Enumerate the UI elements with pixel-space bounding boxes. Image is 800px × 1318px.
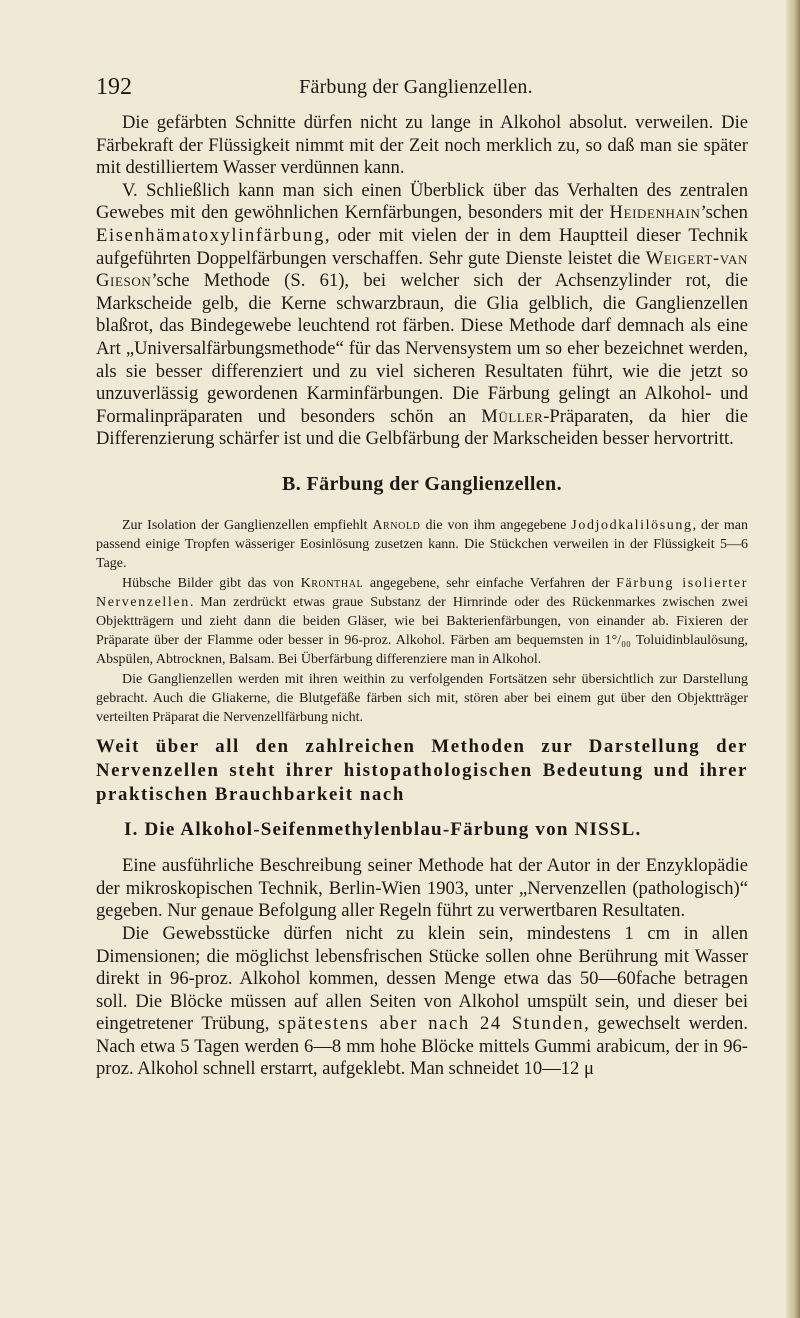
paragraph-dilution: Die gefärbten Schnitte dürfen nicht zu lange in Alkohol absolut. verweilen. Die Färbekraft der Flüssigkeit nimmt mit der Zeit noch merklich zu, so daß man sie später mit destilliertem Wasser verdünnen kann. [96, 112, 748, 179]
paragraph-general-staining [96, 180, 748, 451]
author-nissl: NISSL. [574, 819, 642, 841]
author-kronthal: Kronthal [300, 575, 364, 591]
emphasis-isolated-cells: Färbung isolierter Nervenzellen [96, 575, 748, 610]
fine-paragraph-isolation [96, 516, 748, 574]
section-heading: B. Färbung der Ganglienzellen. [282, 472, 562, 495]
emphasis-24-hours: spätestens aber nach 24 Stunden [277, 1013, 585, 1035]
author-arnold: Arnold [372, 517, 421, 533]
page-body [96, 112, 748, 1081]
running-title: Färbung der Ganglienzellen. [299, 76, 533, 98]
subsection-heading [124, 819, 748, 841]
fine-paragraph-kronthal [96, 574, 748, 670]
text-run: -Präparaten, da hier die Differenzierung schärfer ist und die Gelbfärbung der Markscheiden besser hervortritt. [96, 405, 748, 450]
paragraph-tissue-blocks [96, 923, 748, 1081]
author-mueller: Müller [481, 405, 544, 427]
text-run: ’sche Methode (S. 61), bei welcher sich der Achsenzylinder rot, die Markscheide gelb, die Kerne schwarzbraun, die Glia gelblich, die Ganglienzellen blaßrot, das Bindegewebe leuchtend rot färben. Diese Methode darf demnach als eine Art „Universalfärbungsmethode“ für das Nervensystem um so eher bezeichnet werden, als sie besser differenziert und zu viel sicheren Resultaten führt, wie die jetzt so unzuverlässig gewordenen Karminfärbungen. Die Färbung gelingt an Alkohol- und Formalinpräparaten und besonders schön an [96, 270, 748, 427]
text-run: Zur Isolation der Ganglienzellen empfiehlt [122, 517, 373, 533]
author-heidenhain: Heidenhain [609, 202, 701, 224]
emphasis-eisenhaematoxylin: Eisenhämatoxylinfärbung [96, 224, 325, 246]
text-run: , der man passend einige Tropfen wässeriger Eosinlösung zusetzen kann. Die Stückchen verweilen in der Flüssigkeit 5—6 Tage. [96, 517, 748, 572]
text-run: angegebene, sehr einfache Verfahren der [363, 575, 617, 591]
subsection-title-text: I. Die Alkohol-Seifenmethylenblau-Färbung von [124, 819, 575, 841]
text-run: , oder mit vielen der in dem Hauptteil dieser Technik aufgeführten Doppelfärbungen verschaffen. Sehr gute Dienste leistet die [96, 224, 748, 269]
paragraph-description: Eine ausführliche Beschreibung seiner Methode hat der Autor in der Enzyklopädie der mikroskopischen Technik, Berlin-Wien 1903, unter „Nervenzellen (pathologisch)“ gegeben. Nur genaue Befolgung aller Regeln führt zu verwertbaren Resultaten. [96, 855, 748, 922]
fine-paragraph-result: Die Ganglienzellen werden mit ihren weithin zu verfolgenden Fortsätzen sehr übersichtlich zur Darstellung gebracht. Auch die Gliakerne, die Blutgefäße färben sich mit, stören aber bei einem gut über den Objektträger verteilten Präparat die Nervenzellfärbung nicht. [96, 671, 748, 725]
page-number: 192 [96, 74, 132, 100]
page-header [96, 74, 736, 104]
text-run: Die Gewebsstücke dürfen nicht zu klein sein, mindestens 1 cm in allen Dimensionen; die möglichst lebensfrischen Stücke sollen ohne Berührung mit Wasser direkt in 96-proz. Alkohol kommen, dessen Menge etwa das 50—60fache betragen soll. Die Blöcke müssen auf allen Seiten von Alkohol umspült sein, und dieser bei eingetretener Trübung, [96, 922, 748, 1035]
text-run: Hübsche Bilder gibt das von [122, 575, 301, 591]
lead-statement: Weit über all den zahlreichen Methoden zur Darstellung der Nervenzellen steht ihrer histopathologischen Bedeutung und ihrer praktischen Brauchbarkeit nach [96, 736, 748, 806]
text-run: , gewechselt werden. Nach etwa 5 Tagen werden 6—8 mm hohe Blöcke mittels Gummi arabicum, der in 96-proz. Alkohol schnell erstarrt, aufgeklebt. Man schneidet 10—12 μ [96, 1013, 748, 1080]
page-edge [786, 0, 800, 1318]
text-run: V. Schließlich kann man sich einen Überblick über das Verhalten des zentralen Gewebes mit den gewöhnlichen Kernfärbungen, besonders mit der [96, 179, 748, 224]
text-run: die von ihm angegebene [420, 517, 572, 533]
text-run: . Man zerdrückt etwas graue Substanz der Hirnrinde oder des Rückenmarkes zwischen zwei Objektträgern und zieht dann die beiden Gläser, wie bei Bakterienfärbungen, von einander ab. Fixieren der Präparate über der Flamme oder besser in 96-proz. Alkohol. Färben am bequemsten in 1°/₀₀ Toluidinblaulösung, Abspülen, Abtrocknen, Balsam. Bei Überfärbung differenziere man in Alkohol. [96, 594, 748, 668]
emphasis-jodjodkali: Jodjodkalilösung [571, 517, 693, 533]
text-run: ’schen [700, 202, 748, 224]
author-weigert-van-gieson: Weigert-van Gieson [96, 247, 748, 292]
